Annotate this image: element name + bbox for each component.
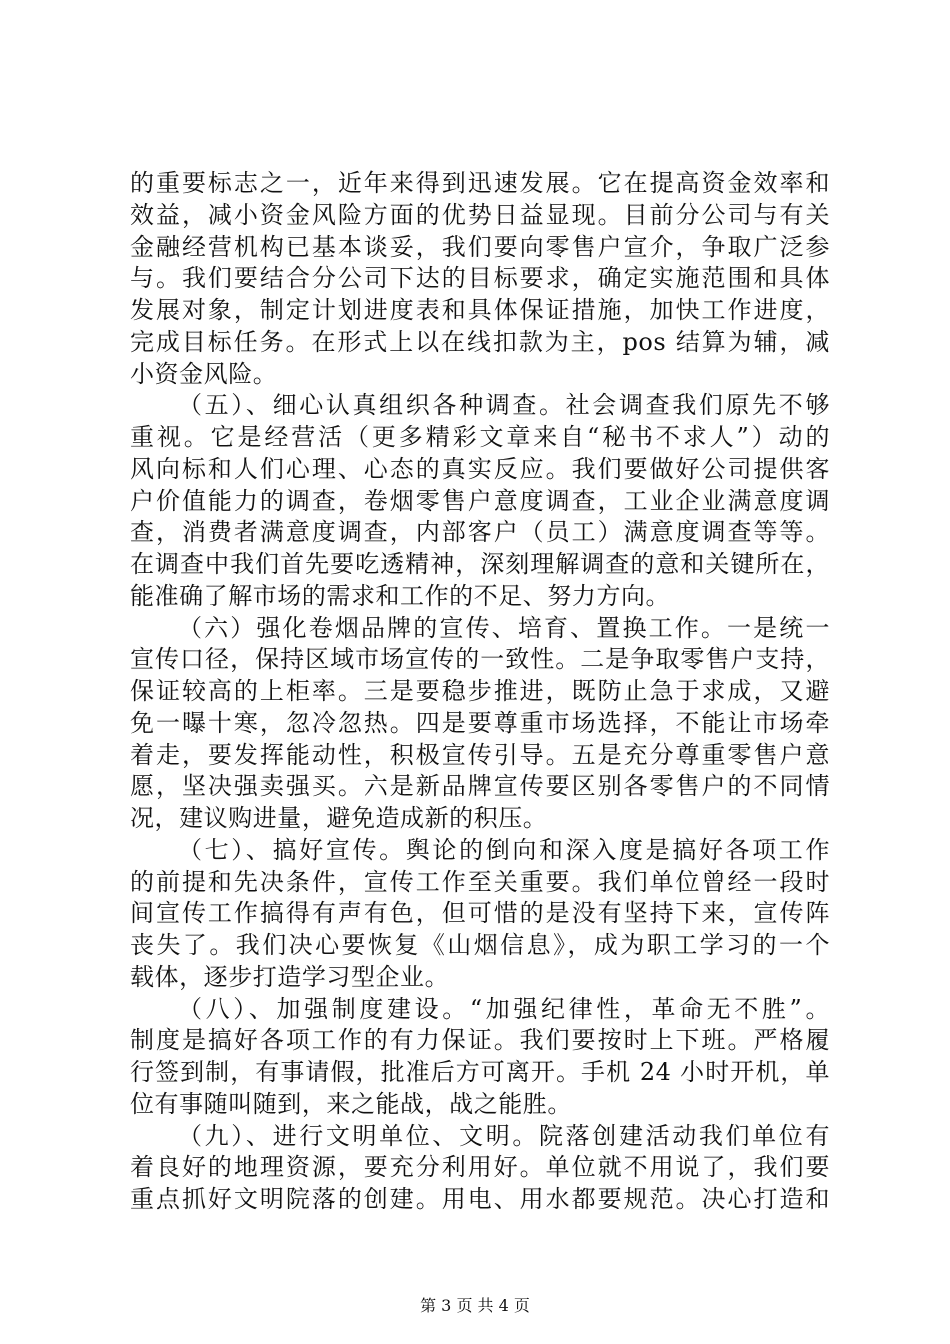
text-line: 重点抓好文明院落的创建。用电、用水都要规范。决心打造和 (130, 1185, 830, 1213)
text-line: 保证较高的上柜率。三是要稳步推进，既防止急于求成，又避 (130, 677, 830, 705)
body-text (130, 168, 830, 1216)
text-line: 的前提和先决条件，宣传工作至关重要。我们单位曾经一段时 (130, 867, 830, 896)
text-line: 的重要标志之一，近年来得到迅速发展。它在提高资金效率和 (130, 169, 830, 197)
text-line: 风向标和人们心理、心态的真实反应。我们要做好公司提供客 (130, 454, 830, 483)
text-line: 位有事随叫随到，来之能战，战之能胜。 (130, 1089, 572, 1118)
text-line: 效益，减小资金风险方面的优势日益显现。目前分公司与有关 (130, 200, 830, 229)
text-line: 行签到制，有事请假，批准后方可离开。手机 24 小时开机，单 (130, 1058, 830, 1086)
text-line: 载体，逐步打造学习型企业。 (130, 962, 450, 991)
text-line: 完成目标任务。在形式上以在线扣款为主，pos 结算为辅，减 (130, 327, 830, 356)
text-line: 户价值能力的调查，卷烟零售户意度调查，工业企业满意度调 (130, 486, 830, 515)
text-line: 金融经营机构已基本谈妥，我们要向零售户宣介，争取广泛参 (130, 232, 830, 261)
text-line: 在调查中我们首先要吃透精神，深刻理解调查的意和关键所在， (130, 550, 830, 578)
text-line: （六）强化卷烟品牌的宣传、培育、置换工作。一是统一 (178, 613, 830, 642)
text-line: 免一曝十寒，忽冷忽热。四是要尊重市场选择，不能让市场牵 (130, 708, 830, 737)
text-line: 宣传口径，保持区域市场宣传的一致性。二是争取零售户支持， (130, 645, 830, 674)
text-line: 查，消费者满意度调查，内部客户（员工）满意度调查等等。 (130, 518, 830, 547)
text-line: 与。我们要结合分公司下达的目标要求，确定实施范围和具体 (130, 264, 830, 293)
text-line: 愿，坚决强卖强买。六是新品牌宣传要区别各零售户的不同情 (130, 772, 830, 801)
text-line: 制度是搞好各项工作的有力保证。我们要按时上下班。严格履 (130, 1026, 830, 1055)
text-line: 着良好的地理资源，要充分利用好。单位就不用说了，我们要 (130, 1153, 830, 1182)
text-line: 能准确了解市场的需求和工作的不足、努力方向。 (130, 581, 671, 610)
text-line: 丧失了。我们决心要恢复《山烟信息》，成为职工学习的一个 (130, 931, 830, 959)
text-line: 小资金风险。 (130, 359, 278, 388)
text-line: 况，建议购进量，避免造成新的积压。 (130, 804, 548, 832)
text-line: 间宣传工作搞得有声有色，但可惜的是没有坚持下来，宣传阵 (130, 899, 830, 928)
text-line: （七）、搞好宣传。舆论的倒向和深入度是搞好各项工作 (178, 835, 830, 864)
page-footer: 第 3 页 共 4 页 (420, 1296, 530, 1315)
text-line: （九）、进行文明单位、文明。院落创建活动我们单位有 (178, 1121, 830, 1150)
text-line: 发展对象，制定计划进度表和具体保证措施，加快工作进度， (130, 296, 830, 324)
text-line: 着走，要发挥能动性，积极宣传引导。五是充分尊重零售户意 (130, 740, 830, 769)
text-line: （八）、加强制度建设。“加强纪律性，革命无不胜”。 (178, 994, 830, 1023)
text-line: （五）、细心认真组织各种调查。社会调查我们原先不够 (178, 391, 830, 420)
text-line: 重视。它是经营活（更多精彩文章来自“秘书不求人”）动的 (130, 423, 830, 451)
